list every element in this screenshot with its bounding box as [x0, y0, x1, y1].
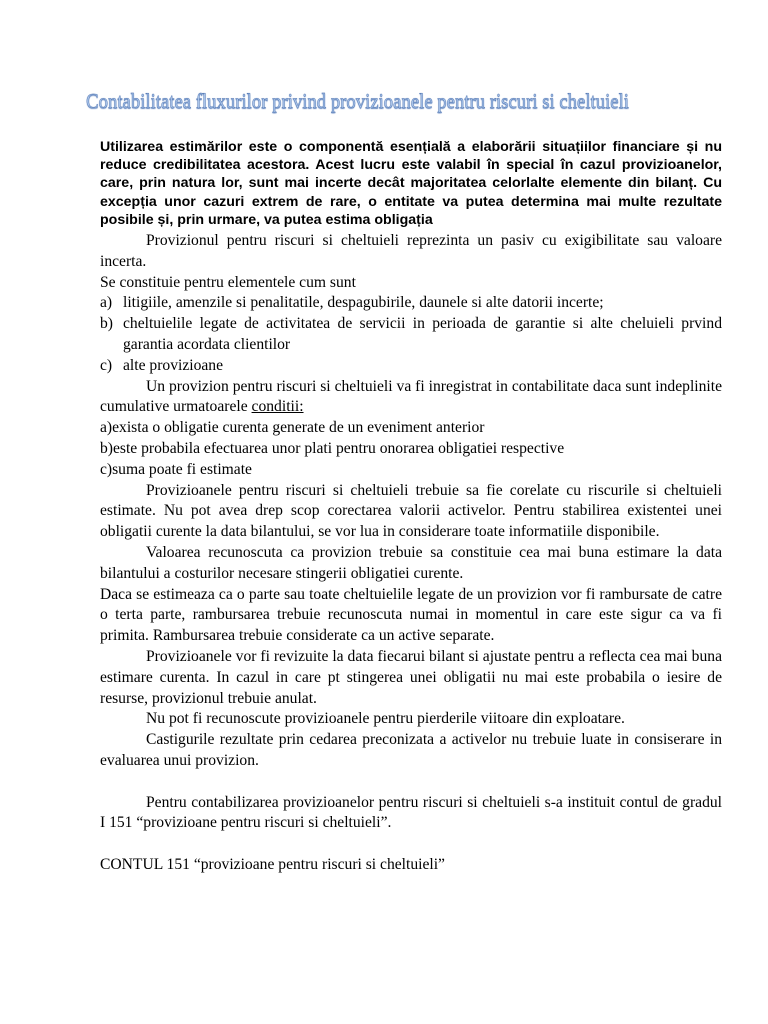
conditions-underlined: conditii: [251, 398, 304, 416]
paragraph-definition: Provizionul pentru riscuri si cheltuieli reprezinta un pasiv cu exigibilitate sau valoare incerta. [100, 232, 722, 270]
list-item-text: cheltuielile legate de activitatea de servicii in perioada de garantie si alte cheluieli prvind garantia acordata clientilor [123, 315, 722, 353]
list-item-text: alte provizioane [123, 356, 224, 374]
intro-paragraph: Utilizarea estimărilor este o componentă esențială a elaborării situațiilor financiare și nu reduce credibilitatea acestora. Acest lucru este valabil în special în cazul provizioanelor, care, prin natura lor, sunt mai incerte decât majoritatea celorlalte elemente din bilanț. Cu excepția unor cazuri extrem de rare, o entitate va putea determina mai multe rezultate posibile și, prin urmare, va putea estima obligația [100, 139, 722, 228]
conditions-text: Un provizion pentru riscuri si cheltuieli va fi inregistrat in contabilitate daca sunt indeplinite cumulative urmatoarele [100, 377, 722, 416]
list-item-text: litigiile, amenzile si penalitatile, despagubirile, daunele si alte datorii incerte; [123, 294, 604, 312]
spacer [100, 834, 722, 855]
list-marker: a) [100, 294, 113, 312]
spacer [100, 772, 722, 793]
paragraph-reimbursement: Daca se estimeaza ca o parte sau toate cheltuielile legate de un provizion vor fi rambursate de catre o terta parte, rambursarea trebuie recunoscuta numai in momentul in care este sigur ca va fi primita. Rambursarea trebuie considerate ca un active separate. [100, 585, 722, 645]
paragraph-account: Pentru contabilizarea provizioanelor pentru riscuri si cheltuieli s-a instituit contul de gradul I 151 “provizioane pentru riscuri si cheltuieli”. [100, 793, 722, 832]
account-heading: CONTUL 151 “provizioane pentru riscuri si cheltuieli” [100, 855, 445, 873]
list-item [100, 314, 722, 356]
paragraph-valuation: Valoarea recunoscuta ca provizion trebuie sa constituie cea mai buna estimare la data bilantului a costurilor necesare stingerii obligatiei curente. [100, 543, 722, 582]
paragraph-correlation: Provizioanele pentru riscuri si cheltuieli trebuie sa fie corelate cu riscurile si cheltuieli estimate. Nu pot avea drep scop corectarea valorii activelor. Pentru stabilirea existentei unei obligatii curente la data bilantului, se vor lua in considerare toate informatiile disponibile. [100, 481, 722, 541]
list-marker: c) [100, 356, 113, 374]
document-body [100, 231, 722, 876]
condition-b: b)este probabila efectuarea unor plati pentru onorarea obligatiei respective [100, 439, 565, 457]
paragraph-conditions-intro [100, 377, 722, 419]
condition-a: a)exista o obligatie curenta generate de un eveniment anterior [100, 419, 485, 437]
list-item [100, 356, 722, 377]
list-item [100, 293, 722, 314]
paragraph-revision: Provizioanele vor fi revizuite la data fiecarui bilant si ajustate pentru a reflecta cea mai buna estimare curenta. In cazul in care pt stingerea unei obligatii nu mai este probabila o iesire de resurse, provizionul trebuie anulat. [100, 647, 722, 707]
paragraph-elements-intro: Se constituie pentru elementele cum sunt [100, 273, 356, 291]
list-marker: b) [100, 315, 113, 333]
paragraph-future-losses: Nu pot fi recunoscute provizioanele pentru pierderile viitoare din exploatare. [146, 710, 625, 728]
document-title: Contabilitatea fluxurilor privind provizioanele pentru riscuri si cheltuieli [86, 89, 629, 113]
paragraph-gains: Castigurile rezultate prin cedarea preconizata a activelor nu trebuie luate in consiserare in evaluarea unui provizion. [100, 731, 722, 769]
condition-c: c)suma poate fi estimate [100, 460, 252, 478]
